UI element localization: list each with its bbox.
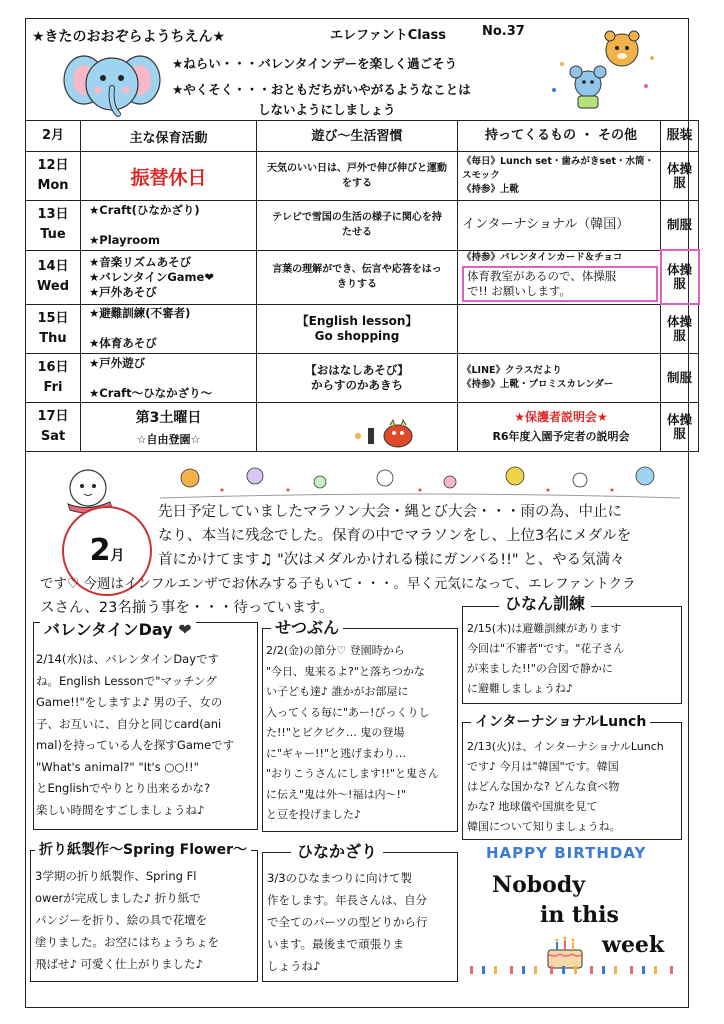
setsubun-title: せつぶん — [271, 617, 343, 639]
box-line: 3/3のひなまつりに向けて製 — [267, 871, 413, 885]
bring-line: 《持参》上靴・プロミスカレンダー — [462, 379, 614, 390]
elephant-illustration — [62, 44, 162, 120]
date: 12日 — [37, 158, 69, 173]
issue-number: No.37 — [482, 24, 525, 39]
box-line: います。最後まで頑張りま — [267, 937, 405, 951]
dress-cell: 体操服 — [661, 152, 699, 201]
main-activity-cell — [81, 354, 257, 403]
parents-meeting-label: ★保護者説明会★ — [514, 410, 608, 424]
box-line: とEnglishでやりとり出来るかな? — [36, 781, 211, 795]
play-subtitle: Go shopping — [314, 328, 400, 343]
activity-line: ★Craft～ひなかざり～ — [89, 385, 213, 400]
hina-title: ひなかざり — [291, 841, 383, 863]
box-line: に避難しましょうね♪ — [467, 682, 574, 695]
box-line: 2/14(水)は、バレンタインDayです — [36, 652, 220, 666]
bring-line: 《持参》上靴 — [462, 184, 520, 195]
bring-line: 《毎日》Lunch set・歯みがきset・水筒・スモック — [462, 156, 655, 181]
birthday-line3: week — [602, 932, 665, 958]
main-activity-cell — [81, 152, 257, 201]
date-cell — [26, 304, 81, 354]
dress-cell: 体操服 — [661, 304, 699, 354]
play-title: 【English lesson】 — [296, 313, 418, 328]
evacuation-title: ひなん訓練 — [499, 593, 591, 615]
main-activity-cell — [81, 403, 257, 452]
animal-friends-illustration — [540, 28, 680, 112]
box-line: 2/2(金)の節分♡ 登園時から — [266, 644, 405, 657]
table-row — [26, 354, 699, 403]
saturday-subtitle: ☆自由登園☆ — [136, 433, 201, 446]
play-text: テレビで雪国の生活の様子に関心を持たせる — [272, 212, 442, 239]
bring-cell — [458, 403, 661, 452]
box-line: が来ました!!"の合図で静かに — [467, 662, 613, 675]
bring-cell — [458, 152, 661, 201]
weekly-promise-line1: ★やくそく・・・おともだちがいやがるようなことは — [172, 82, 471, 97]
box-line: い子ども達♪ 誰かがお部屋に — [266, 685, 409, 698]
evacuation-box — [462, 594, 682, 704]
dress-cell: 制服 — [661, 201, 699, 251]
weekly-aim: ★ねらい・・・バレンタインデーを楽しく過ごそう — [172, 56, 458, 71]
box-line: で全てのパーツの型どりから行 — [267, 915, 428, 929]
lunch-title: インターナショナルLunch — [471, 711, 650, 733]
message-line: スさん、23名揃う事を・・・待っています。 — [40, 600, 334, 616]
birthday-line1: Nobody — [492, 872, 586, 898]
month-unit: 月 — [110, 548, 125, 564]
weekday: Thu — [39, 330, 67, 346]
hina-decoration-box — [262, 842, 458, 982]
play-subtitle: からすのかあきち — [311, 378, 403, 392]
activity-line — [89, 218, 256, 233]
activity-line — [89, 321, 256, 336]
box-line: 楽しい時間をすごしましょうね♪ — [36, 802, 205, 817]
header-main-activity: 主な保育活動 — [81, 121, 257, 152]
valentine-title: バレンタインDay — [44, 620, 173, 639]
note-line: 体育教室があるので、体操服 — [467, 268, 617, 283]
date: 17日 — [37, 409, 69, 424]
play-cell — [257, 250, 458, 304]
activity-line — [89, 371, 256, 386]
dress-cell: 体操服 — [661, 250, 699, 304]
message-line: なり、本当に残念でした。保育の中でマラソンをし、上位3名にメダルを — [158, 528, 632, 544]
box-line: 2/13(火)は、インターナショナルLunch — [467, 740, 664, 753]
play-text: 天気のいい日は、戸外で伸び伸びと運動をする — [267, 163, 447, 189]
dress-cell: 制服 — [661, 354, 699, 403]
winter-banner-illustration — [160, 460, 680, 500]
box-line: に"ギャー!!"と逃げまわり… — [266, 746, 406, 760]
date: 14日 — [37, 259, 69, 274]
activity-line: ★Craft(ひなかざり) — [89, 202, 200, 217]
play-cell — [257, 354, 458, 403]
schedule-header-row — [26, 121, 699, 152]
play-cell — [257, 304, 458, 354]
table-row — [26, 304, 699, 354]
date-cell — [26, 152, 81, 201]
header-items-to-bring: 持ってくるもの ・ その他 — [458, 121, 661, 152]
activity-line: ★バレンタインGame❤ — [89, 269, 214, 284]
box-line: しょうね♪ — [267, 959, 321, 973]
setsubun-box — [262, 618, 458, 832]
weekday: Mon — [37, 178, 69, 193]
box-line: "おりこうさんにします!!"と鬼さん — [266, 767, 439, 780]
international-lunch-box — [462, 714, 682, 840]
box-line: owerが完成しました♪ 折り紙で — [35, 891, 201, 905]
box-line: "What's animal?" "It's ○○!!" — [36, 759, 199, 774]
date: 13日 — [37, 207, 69, 223]
box-line: 今回は"不審者"です。"花子さん — [467, 642, 625, 655]
origami-box — [30, 842, 258, 982]
play-cell — [257, 201, 458, 251]
bring-cell — [458, 201, 661, 251]
main-activity-cell — [81, 250, 257, 304]
box-line: 3学期の折り紙製作、Spring Fl — [35, 869, 197, 883]
month-number: 2 — [89, 533, 111, 568]
weekly-promise-line2: しないようにしましょう — [258, 102, 396, 117]
origami-title: 折り紙製作～Spring Flower～ — [35, 839, 251, 861]
box-line: "今日、鬼来るよ?"と落ちつかな — [266, 664, 425, 678]
box-line: に伝え"鬼は外～!福は内～!" — [266, 787, 406, 801]
birthday-line2: in this — [540, 902, 619, 928]
main-activity-cell — [81, 304, 257, 354]
activity-line: ★音楽リズムあそび — [89, 254, 192, 269]
date: 15日 — [37, 310, 69, 326]
weekly-schedule-table — [25, 120, 700, 452]
parents-meeting-detail: R6年度入園予定者の説明会 — [492, 430, 630, 443]
box-line: 作をします。年長さんは、自分 — [267, 893, 428, 907]
header-play-habits: 遊び～生活習慣 — [257, 121, 458, 152]
box-line: mal)を持っている人を探すGameです — [36, 738, 235, 752]
table-row — [26, 201, 699, 251]
activity-line: ★Playroom — [89, 232, 161, 247]
activity-line: ★避難訓練(不審者) — [89, 306, 191, 321]
main-activity-cell — [81, 201, 257, 251]
date-cell — [26, 201, 81, 251]
heart-icon: ❤ — [178, 620, 192, 639]
header-month: 2月 — [26, 121, 81, 152]
bring-cell — [458, 304, 661, 354]
message-line: です♡ 今週はインフルエンザでお休みする子もいて・・・。早く元気になって、エレファントクラ — [40, 576, 636, 592]
date-cell — [26, 250, 81, 304]
play-title: 【おはなしあそび】 — [305, 363, 409, 377]
note-line: で!! お願いします。 — [467, 283, 571, 298]
weekday: Fri — [43, 380, 63, 395]
weekday: Tue — [40, 227, 66, 243]
oni-mask-illustration — [350, 418, 420, 448]
saturday-title: 第3土曜日 — [135, 410, 202, 426]
box-line: かな? 地球儀や国旗を見て — [467, 800, 598, 813]
box-line: 飛ばせ♪ 可愛く仕上がりました♪ — [35, 957, 203, 971]
box-line: た!!"とビクビク… 鬼の登場 — [266, 726, 405, 739]
bring-handwritten: インターナショナル（韓国） — [462, 217, 630, 233]
bring-line: 《持参》バレンタインカード＆チョコ — [462, 251, 623, 263]
box-line: ね。English Lessonで"マッチング — [36, 673, 217, 688]
bring-cell — [458, 250, 661, 304]
message-line: 先日予定していましたマラソン大会・縄とび大会・・・雨の為、中止に — [158, 504, 622, 520]
pe-class-note — [462, 266, 658, 302]
school-name: ★きたのおおぞらようちえん★ — [32, 29, 226, 45]
box-line: です♪ 今月は"韓国"です。韓国 — [467, 760, 619, 773]
confetti-row — [466, 962, 680, 978]
box-line: 入ってくる毎に"あー!びっくりし — [266, 705, 430, 719]
box-line: Game!!"をしますよ♪ 男の子、女の — [36, 695, 223, 709]
box-line: パンジーを折り、絵の具で花壇を — [35, 913, 208, 927]
activity-line: ★戸外遊び — [89, 355, 146, 370]
table-row — [26, 152, 699, 201]
box-line: 塗りました。お空にはちょうちょを — [35, 935, 219, 949]
valentine-box — [33, 622, 258, 830]
weekday: Sat — [40, 429, 66, 444]
box-line: 2/15(木)は避難訓練があります — [467, 622, 622, 635]
box-line: はどんな国かな? どんな食べ物 — [467, 780, 620, 793]
class-name: エレファントClass — [330, 28, 446, 43]
box-line: と豆を投げました♪ — [266, 808, 362, 821]
box-line: 子、お互いに、自分と同じcard(ani — [36, 716, 222, 731]
activity-line: ★体育あそび — [89, 336, 157, 351]
message-line: 首にかけてます♫ "次はメダルかけれる様にガンバる!!" と、やる気満々 — [158, 552, 625, 568]
date-cell — [26, 403, 81, 452]
date: 16日 — [37, 360, 69, 375]
play-cell — [257, 152, 458, 201]
bring-cell — [458, 354, 661, 403]
dress-cell: 体操服 — [661, 403, 699, 452]
birthday-panel — [466, 844, 680, 982]
birthday-title: HAPPY BIRTHDAY — [486, 844, 647, 862]
bring-line: 《LINE》クラスだより — [462, 365, 562, 376]
date-cell — [26, 354, 81, 403]
header-dress: 服装 — [661, 121, 699, 152]
play-text: 言葉の理解ができ、伝言や応答をはっきりする — [272, 264, 442, 290]
holiday-label: 振替休日 — [130, 166, 207, 189]
activity-line: ★戸外あそび — [89, 284, 157, 299]
table-row — [26, 250, 699, 304]
weekday: Wed — [37, 279, 69, 294]
box-line: 韓国について知りましょうね。 — [467, 820, 621, 833]
